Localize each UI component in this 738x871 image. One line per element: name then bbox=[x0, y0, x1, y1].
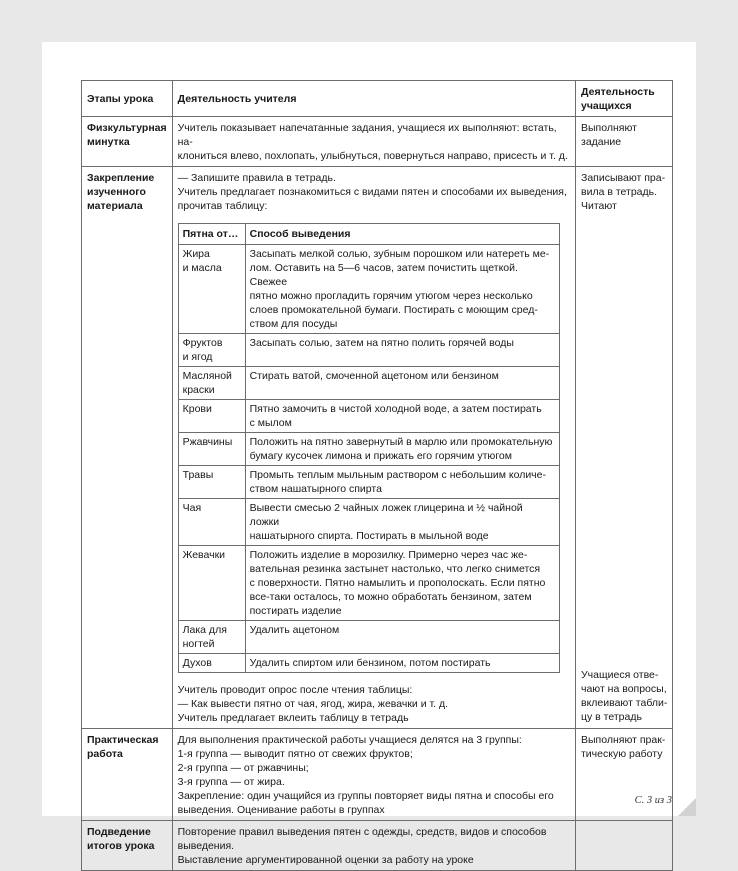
stain-type-cell: Масляной краски bbox=[178, 367, 245, 400]
stains-table-row bbox=[178, 245, 559, 334]
page-corner-fold bbox=[678, 798, 696, 816]
removal-method-cell: Удалить ацетоном bbox=[245, 621, 559, 654]
students-cell-bottom: Учащиеся отве- чают на вопросы, вклеивают табли- цу в тетрадь bbox=[581, 669, 668, 723]
teacher-cell: Повторение правил выведения пятен с одежды, средств, видов и способов выведения. Выставление аргументированной оценки за работу на уроке bbox=[172, 821, 575, 871]
stain-type-cell: Жевачки bbox=[178, 546, 245, 621]
students-cell bbox=[576, 821, 673, 871]
students-cell: Записывают пра- вила в тетрадь. Читают Учащиеся отве- чают на вопросы, вклеивают табли- цу в тетрадь bbox=[576, 167, 673, 729]
students-cell: Выполняют задание bbox=[576, 117, 673, 167]
stain-type-cell: Жира и масла bbox=[178, 245, 245, 334]
stage-cell: Практическая работа bbox=[82, 729, 173, 821]
removal-method-cell: Удалить спиртом или бензином, потом постирать bbox=[245, 654, 559, 673]
header-student-activity: Деятельность учащихся bbox=[576, 81, 673, 117]
stain-type-cell: Ржавчины bbox=[178, 433, 245, 466]
table-row bbox=[82, 167, 673, 729]
lesson-plan-table bbox=[81, 80, 673, 871]
table-row bbox=[82, 821, 673, 871]
stains-table-row bbox=[178, 367, 559, 400]
stains-table-row bbox=[178, 466, 559, 499]
stage-cell: Закрепление изученного материала bbox=[82, 167, 173, 729]
stain-type-cell: Духов bbox=[178, 654, 245, 673]
removal-method-cell: Вывести смесью 2 чайных ложек глицерина и ½ чайной ложки нашатырного спирта. Постирать в мыльной воде bbox=[245, 499, 559, 546]
stains-table-row bbox=[178, 499, 559, 546]
stains-table-row bbox=[178, 654, 559, 673]
removal-method-cell: Стирать ватой, смоченной ацетоном или бензином bbox=[245, 367, 559, 400]
removal-method-cell: Засыпать солью, затем на пятно полить горячей воды bbox=[245, 334, 559, 367]
stains-table-row bbox=[178, 621, 559, 654]
students-cell: Выполняют прак- тическую работу bbox=[576, 729, 673, 821]
stains-table-row bbox=[178, 400, 559, 433]
removal-method-cell: Засыпать мелкой солью, зубным порошком или натереть ме- лом. Оставить на 5—6 часов, затем почистить щеткой. Свежее пятно можно прогладить горячим утюгом через несколько слоев промокательной бумаги. Постирать с моющим сред- ством для посуды bbox=[245, 245, 559, 334]
teacher-cell: Учитель показывает напечатанные задания, учащиеся их выполняют: встать, на- клониться влево, похлопать, улыбнуться, повернуться направо, присесть и т. д. bbox=[172, 117, 575, 167]
table-row bbox=[82, 117, 673, 167]
page-number: С. 3 из 3 bbox=[634, 795, 672, 806]
stage-cell: Физкультурная минутка bbox=[82, 117, 173, 167]
header-stages: Этапы урока bbox=[82, 81, 173, 117]
stains-header-stain: Пятна от… bbox=[178, 224, 245, 245]
removal-method-cell: Пятно замочить в чистой холодной воде, а затем постирать с мылом bbox=[245, 400, 559, 433]
stain-type-cell: Крови bbox=[178, 400, 245, 433]
stains-table-header bbox=[178, 224, 559, 245]
stage-cell: Подведение итогов урока bbox=[82, 821, 173, 871]
header-teacher-activity: Деятельность учителя bbox=[172, 81, 575, 117]
stains-table-row bbox=[178, 334, 559, 367]
stains-header-method: Способ выведения bbox=[245, 224, 559, 245]
stain-type-cell: Фруктов и ягод bbox=[178, 334, 245, 367]
stain-type-cell: Лака для ногтей bbox=[178, 621, 245, 654]
table-header-row bbox=[82, 81, 673, 117]
table-row bbox=[82, 729, 673, 821]
stains-table-row bbox=[178, 546, 559, 621]
removal-method-cell: Промыть теплым мыльным раствором с небольшим количе- ством нашатырного спирта bbox=[245, 466, 559, 499]
removal-method-cell: Положить на пятно завернутый в марлю или промокательную бумагу кусочек лимона и прижать его горячим утюгом bbox=[245, 433, 559, 466]
teacher-cell: Для выполнения практической работы учащиеся делятся на 3 группы: 1-я группа — выводит пятно от свежих фруктов; 2-я группа — от ржавчины; 3-я группа — от жира. Закрепление: один учащийся из группы повторяет виды пятна и способы его выведения. Оценивание работы в группах bbox=[172, 729, 575, 821]
stain-type-cell: Чая bbox=[178, 499, 245, 546]
stain-type-cell: Травы bbox=[178, 466, 245, 499]
stains-table-row bbox=[178, 433, 559, 466]
removal-method-cell: Положить изделие в морозилку. Примерно через час же- вательная резинка застынет настолько, что легко снимется с поверхности. Пятно намылить и прополоскать. Если пятно все-таки осталось, то можно обработать бензином, затем постирать изделие bbox=[245, 546, 559, 621]
document-page bbox=[42, 42, 696, 866]
teacher-cell: — Запишите правила в тетрадь. Учитель предлагает познакомиться с видами пятен и способами их выведения, прочитав таблицу: Пятна от… Способ выведения Жира и масла Засыпать мелкой солью, зубным порошком или натереть ме- лом. Оставить на 5—6 часов, затем почистить щеткой. Свежее пятно можно прогладить горячим утюгом через несколько слоев промокательной бумаги. Постирать с моющим сред- ством для посуды Фруктов и ягод Засыпать солью, затем на пятно полить горячей воды Масляной краски Стирать ватой, смоченной ацетоном или бензином Крови Пятно замочить в чистой холодной воде, а затем постирать с мылом Ржавчины Положить на пятно завернутый в марлю или промокательную бумагу кусочек лимона и прижать его горячим утюгом Травы Промыть теплым мыльным раствором с небольшим количе- ством нашатырного спирта Чая Вывести смесью 2 чайных ложек глицерина и ½ чайной ложки нашатырного спирта. Постирать в мыльной воде Жевачки Положить изделие в морозилку. Примерно через час же- вательная резинка застынет настолько, что легко снимется с поверхности. Пятно намылить и прополоскать. Если пятно все-таки осталось, то можно обработать бензином, затем постирать изделие Лака для ногтей Удалить ацетоном Духов Удалить спиртом или бензином, потом постирать Учитель проводит опрос после чтения таблицы: — Как вывести пятно от чая, ягод, жира, жевачки и т. д. Учитель предлагает вклеить таблицу в тетрадь bbox=[172, 167, 575, 729]
stains-table bbox=[178, 223, 560, 673]
